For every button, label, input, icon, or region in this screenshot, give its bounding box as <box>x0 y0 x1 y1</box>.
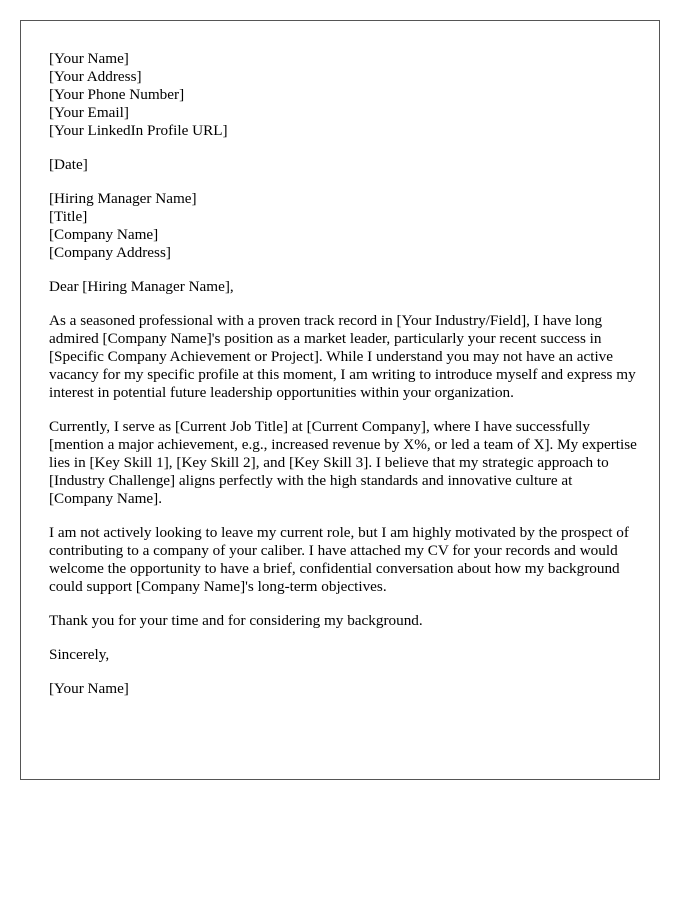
recipient-company: [Company Name] <box>49 226 159 243</box>
sender-phone: [Your Phone Number] <box>49 86 185 103</box>
recipient-title: [Title] <box>49 208 88 225</box>
body-paragraph-motivation: I am not actively looking to leave my current role, but I am highly motivated by the prospect of contributing to a company of your caliber. I have attached my CV for your records and would welcome the opportunity to have a brief, confidential conversation about how my background could support [Company Name]'s long-term objectives. <box>49 524 629 595</box>
sender-name: [Your Name] <box>49 50 129 67</box>
closing: Sincerely, <box>49 646 110 663</box>
letter-page <box>20 20 660 780</box>
letter-content <box>49 50 639 714</box>
sender-address: [Your Address] <box>49 68 142 85</box>
date-block <box>49 156 639 174</box>
recipient-address: [Company Address] <box>49 244 171 261</box>
salutation: Dear [Hiring Manager Name], <box>49 278 234 295</box>
recipient-block <box>49 190 639 262</box>
recipient-name: [Hiring Manager Name] <box>49 190 197 207</box>
sender-block <box>49 50 639 140</box>
signature: [Your Name] <box>49 680 129 697</box>
sender-linkedin: [Your LinkedIn Profile URL] <box>49 122 228 139</box>
sender-email: [Your Email] <box>49 104 129 121</box>
body-paragraph-thanks: Thank you for your time and for considering my background. <box>49 612 423 629</box>
letter-date: [Date] <box>49 156 88 173</box>
body-paragraph-experience: Currently, I serve as [Current Job Title] at [Current Company], where I have successfully [mention a major achievement, e.g., increased revenue by X%, or led a team of X]. My expertise lies in [Key Skill 1], [Key Skill 2], and [Key Skill 3]. I believe that my strategic approach to [Industry Challenge] aligns perfectly with the high standards and innovative culture at [Company Name]. <box>49 418 637 507</box>
body-paragraph-intro: As a seasoned professional with a proven track record in [Your Industry/Field], I have long admired [Company Name]'s position as a market leader, particularly your recent success in [Specific Company Achievement or Project]. While I understand you may not have an active vacancy for my specific profile at this moment, I am writing to introduce myself and express my interest in potential future leadership opportunities within your organization. <box>49 312 636 401</box>
